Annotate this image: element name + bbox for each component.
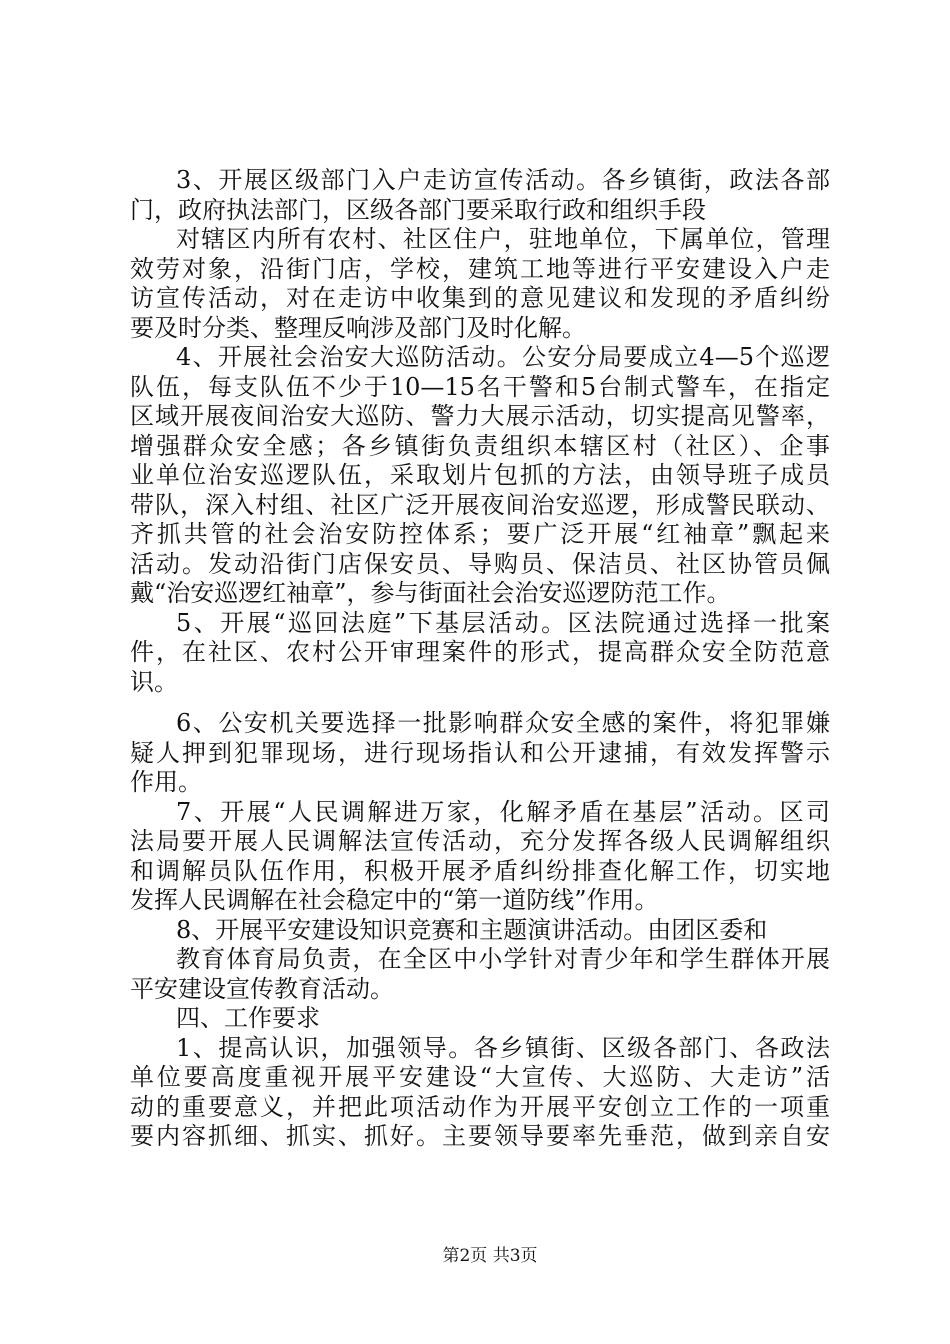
text-line: 发挥人民调解在社会稳定中的“第一道防线”作用。 [130, 886, 659, 914]
text-line: 业单位治安巡逻队伍，采取划片包抓的方法，由领导班子成员 [130, 461, 830, 489]
text-line: 作用。 [130, 768, 202, 796]
text-line: 四、工作要求 [176, 1004, 320, 1032]
page-footer: 第2页 共3页 [442, 1246, 538, 1266]
document-body [130, 166, 830, 1152]
text-line: 带队，深入村组、社区广泛开展夜间治安巡逻，形成警民联动、 [130, 490, 830, 519]
text-line: 队伍，每支队伍不少于10—15名干警和5台制式警车，在指定 [130, 372, 830, 401]
text-line: 3、开展区级部门入户走访宣传活动。各乡镇街，政法各部 [176, 166, 830, 194]
text-line: 戴“治安巡逻红袖章”，参与街面社会治安巡逻防范工作。 [130, 579, 731, 607]
text-line: 8、开展平安建设知识竞赛和主题演讲活动。由团区委和 [176, 915, 768, 944]
text-line: 件，在社区、农村公开审理案件的形式，提高群众安全防范意 [130, 638, 830, 666]
text-line: 区域开展夜间治安大巡防、警力大展示活动，切实提高见警率， [130, 402, 830, 430]
text-line: 活动。发动沿街门店保安员、导购员、保洁员、社区协管员佩 [130, 549, 830, 578]
text-line: 4、开展社会治安大巡防活动。公安分局要成立4—5个巡逻 [176, 343, 830, 371]
text-line: 教育体育局负责，在全区中小学针对青少年和学生群体开展 [176, 945, 830, 973]
text-line: 门，政府执法部门，区级各部门要采取行政和组织手段 [130, 195, 706, 224]
text-line: 5、开展“巡回法庭”下基层活动。区法院通过选择一批案 [176, 608, 830, 637]
text-line: 对辖区内所有农村、社区住户，驻地单位，下属单位，管理 [176, 225, 830, 253]
text-line: 法局要开展人民调解法宣传活动，充分发挥各级人民调解组织 [130, 827, 830, 855]
text-line: 效劳对象，沿街门店，学校，建筑工地等进行平安建设入户走 [130, 254, 830, 283]
text-line: 增强群众安全感；各乡镇街负责组织本辖区村（社区）、企事 [130, 431, 830, 460]
text-line: 7、开展“人民调解进万家，化解矛盾在基层”活动。区司 [176, 797, 830, 826]
text-line: 疑人押到犯罪现场，进行现场指认和公开逮捕，有效发挥警示 [130, 738, 830, 767]
text-line: 动的重要意义，并把此项活动作为开展平安创立工作的一项重 [130, 1092, 830, 1121]
text-line: 要内容抓细、抓实、抓好。主要领导要率先垂范，做到亲自安 [130, 1122, 830, 1150]
text-line: 1、提高认识，加强领导。各乡镇街、区级各部门、各政法 [176, 1033, 830, 1062]
text-line: 访宣传活动，对在走访中收集到的意见建议和发现的矛盾纠纷 [130, 284, 830, 312]
text-line: 6、公安机关要选择一批影响群众安全感的案件，将犯罪嫌 [176, 709, 830, 737]
text-line: 单位要高度重视开展平安建设“大宣传、大巡防、大走访”活 [130, 1063, 830, 1091]
text-line: 齐抓共管的社会治安防控体系；要广泛开展“红袖章”飘起来 [130, 520, 830, 548]
text-line: 要及时分类、整理反响涉及部门及时化解。 [130, 313, 586, 342]
text-line: 和调解员队伍作用，积极开展矛盾纠纷排查化解工作，切实地 [130, 856, 830, 885]
text-line: 平安建设宣传教育活动。 [130, 974, 394, 1003]
text-line: 识。 [130, 667, 178, 696]
